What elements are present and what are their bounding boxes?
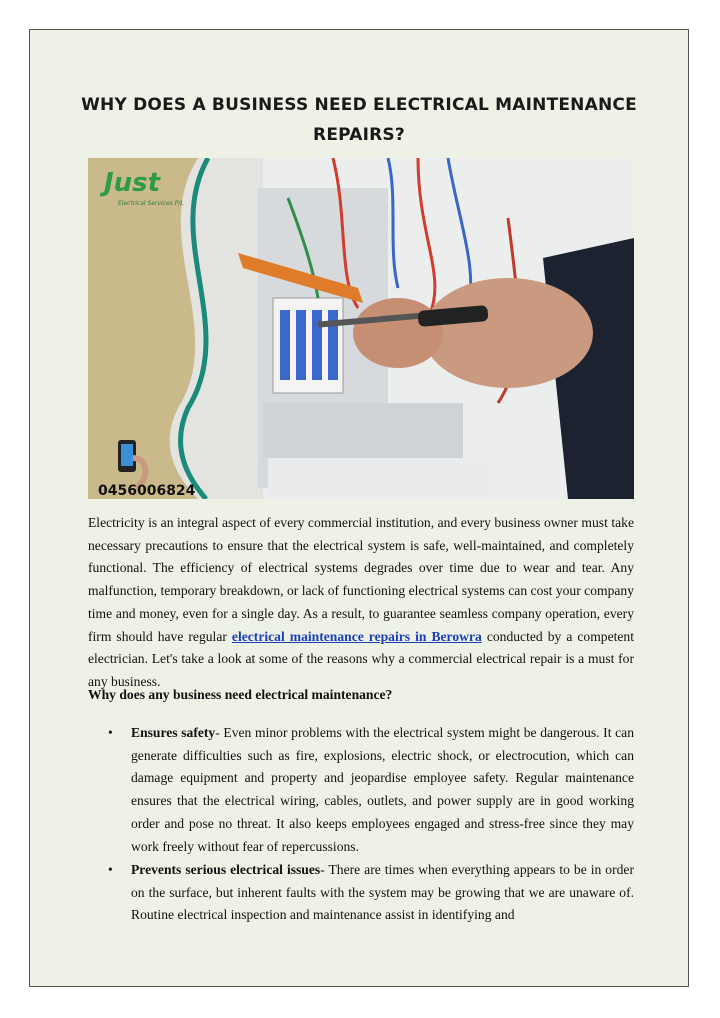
intro-text-before: Electricity is an integral aspect of every commercial institution, and every business owner must take necessary precautions to ensure that the electrical system is safe, well-maintained, and completely functional. The efficiency of electrical systems degrades over time due to wear and tear. Any malfunction, temporary breakdown, or lack of functioning electrical systems can cost your company time and money, even for a single day. As a result, to guarantee seamless company operation, every firm should have regular xyxy=(88,515,634,644)
document-page xyxy=(29,29,689,987)
bullet-text: - Even minor problems with the electrical system might be dangerous. It can generate difficulties such as fire, explosions, electric shock, or electrocution, which can damage equipment and property and jeopardise employee safety. Regular maintenance ensures that the electrical wiring, cables, outlets, and power supply are in good working order and pose no threat. It also keeps employees engaged and stress-free since they may work freely without fear of repercussions. xyxy=(131,725,635,854)
electrical-maintenance-link[interactable]: electrical maintenance repairs in Berowra xyxy=(231,628,482,644)
phone-number: 0456006824 xyxy=(98,483,196,499)
title-line-2: REPAIRS? xyxy=(313,125,405,145)
intro-paragraph xyxy=(88,512,634,694)
bullet-title: Prevents serious electrical issues xyxy=(131,862,321,877)
bullet-icon: • xyxy=(108,862,113,877)
page-title xyxy=(30,90,688,150)
bullet-icon: • xyxy=(108,725,113,740)
hero-image xyxy=(88,158,634,499)
logo-subtitle: Electrical Services P/L xyxy=(118,200,184,207)
section-heading: Why does any business need electrical maintenance? xyxy=(88,687,393,702)
title-line-1: WHY DOES A BUSINESS NEED ELECTRICAL MAINTENANCE xyxy=(81,95,637,115)
logo-text: Just xyxy=(104,168,161,198)
bullet-title: Ensures safety xyxy=(131,725,216,740)
bullet-text: - There are times when everything appears to be in order on the surface, but inherent faults with the system may be growing that we are unaware of. Routine electrical inspection and maintenance assist in identifying and xyxy=(131,862,634,923)
intro-text-after: conducted by a competent electrician. Let's take a look at some of the reasons why a commercial electrical repair is a must for any business. xyxy=(88,628,635,689)
